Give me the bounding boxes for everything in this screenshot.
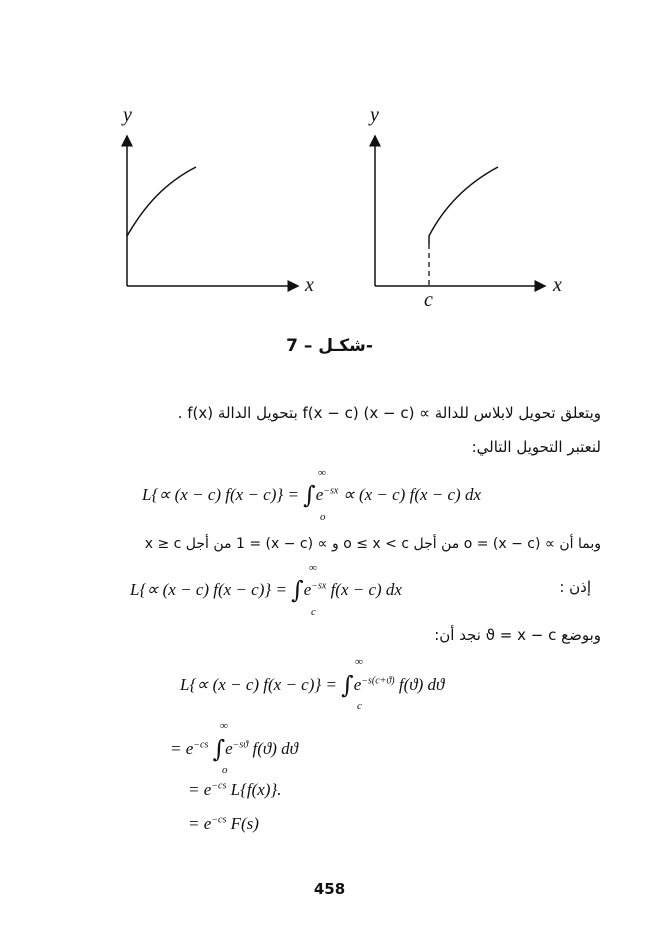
- eq2-tail: f(x − c) dx: [326, 580, 402, 599]
- eq6-pre: = e: [188, 814, 212, 833]
- eq4-pre: = e: [170, 739, 194, 758]
- text-line-1: ويتعلق تحويل لابلاس للدالة ∝ (x − c) f(x − c) بتحويل الدالة f(x) .: [177, 404, 601, 422]
- equation-6: [188, 814, 259, 834]
- text-line-2: لنعتبر التحويل التالي:: [471, 438, 601, 456]
- right-x-label: x: [553, 274, 562, 296]
- eq5-pre: = e: [188, 780, 212, 799]
- eq4-tail: f(ϑ) dϑ: [248, 739, 298, 758]
- eq3-exponent: −s(c+ϑ): [361, 675, 395, 687]
- eq3-upper-limit: ∞: [355, 656, 363, 668]
- left-x-label: x: [305, 274, 314, 296]
- right-y-label: y: [370, 104, 379, 126]
- equation-1: [142, 478, 481, 509]
- left-y-label: y: [123, 104, 132, 126]
- eq1-lhs: L{∝ (x − c) f(x − c)} =: [142, 485, 299, 504]
- integral-sign: ∫: [303, 481, 316, 509]
- equation-5: [188, 780, 282, 800]
- eq2-upper-limit: ∞: [309, 562, 317, 574]
- eq4-exponent-1: −cs: [193, 739, 209, 751]
- eq3-tail: f(ϑ) dϑ: [394, 675, 445, 694]
- text-line-5: وبوضع ϑ = x − c نجد أن:: [434, 626, 601, 644]
- text-line-3: وبما أن ∝ (x − c) = o من أجل o ≤ x < c و ∝ (x − c) = 1 من أجل x ≥ c: [144, 536, 601, 552]
- eq3-lhs: L{∝ (x − c) f(x − c)} =: [180, 675, 337, 694]
- figure-caption: شكـل – 7-: [286, 336, 373, 356]
- equation-2: [130, 573, 402, 604]
- right-curve: [429, 167, 498, 244]
- eq1-lower-limit: o: [320, 511, 326, 523]
- eq2-exponent: −sx: [311, 580, 327, 592]
- eq2-base: e: [303, 580, 312, 599]
- eq1-tail: ∝ (x − c) f(x − c) dx: [338, 485, 481, 504]
- eq4-base: e: [225, 739, 233, 758]
- eq6-tail: F(s): [226, 814, 259, 833]
- eq3-base: e: [353, 675, 362, 694]
- page-number: 458: [313, 880, 346, 898]
- eq2-lower-limit: c: [311, 606, 316, 618]
- integral-sign: ∫: [291, 576, 304, 604]
- right-graph: [368, 104, 562, 311]
- integral-sign: ∫: [212, 735, 226, 763]
- eq4-upper-limit: ∞: [220, 720, 228, 732]
- eq3-lower-limit: c: [357, 700, 362, 712]
- eq5-exponent: −cs: [211, 780, 227, 792]
- equation-4: [170, 732, 298, 763]
- eq4-exponent-2: −sϑ: [232, 739, 249, 751]
- left-curve: [127, 167, 196, 236]
- eq6-exponent: −cs: [211, 814, 227, 826]
- left-graph: [121, 104, 314, 296]
- figure-graphs: [0, 0, 659, 330]
- equation-3: [180, 668, 445, 699]
- eq1-exponent: −sx: [323, 485, 339, 497]
- right-c-label: c: [424, 289, 433, 311]
- eq1-upper-limit: ∞: [318, 467, 326, 479]
- text-line-4-label: إذن :: [559, 578, 591, 596]
- eq1-base: e: [315, 485, 324, 504]
- integral-sign: ∫: [341, 671, 354, 699]
- eq5-tail: L{f(x)}.: [226, 780, 282, 799]
- eq2-lhs: L{∝ (x − c) f(x − c)} =: [130, 580, 287, 599]
- eq4-lower-limit: o: [222, 764, 228, 776]
